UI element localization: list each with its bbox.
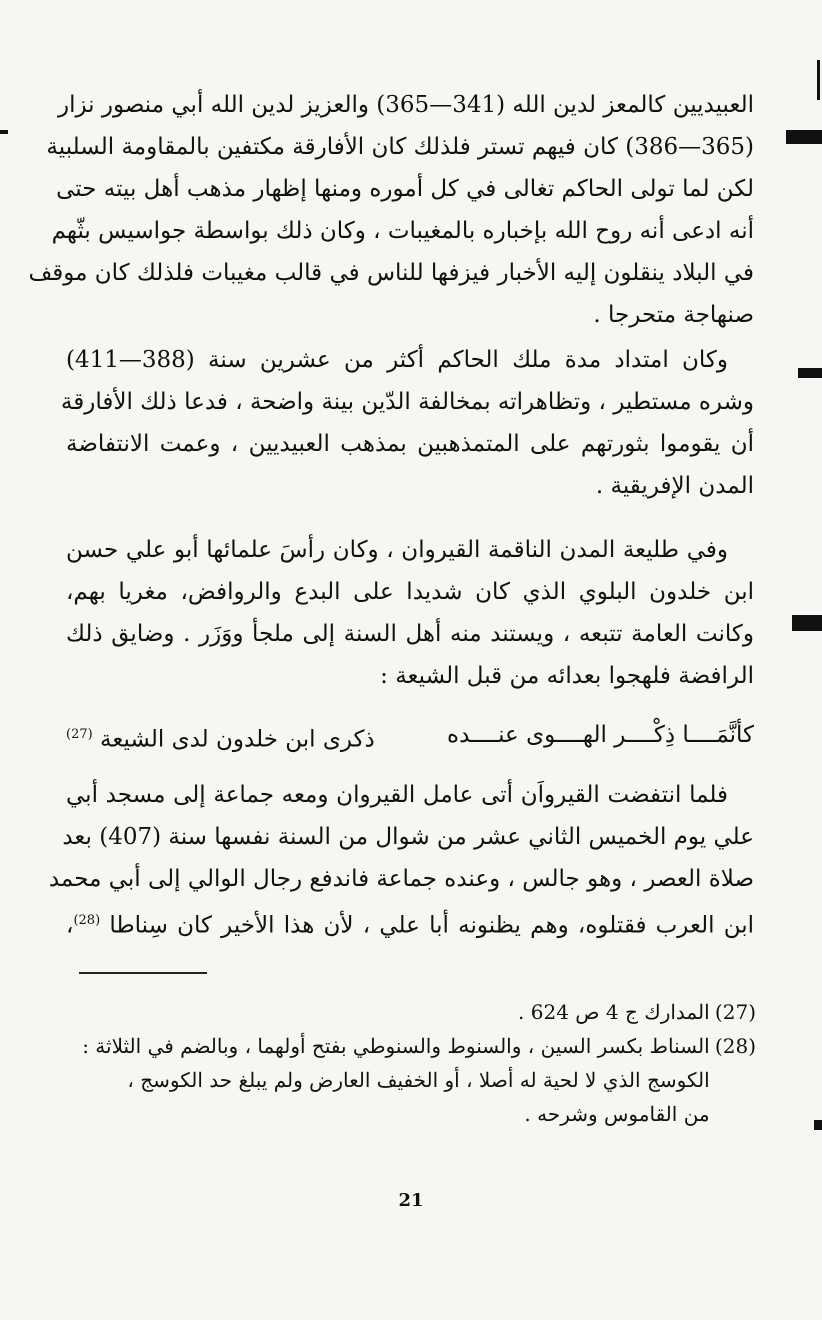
paragraph-2 [60, 339, 754, 507]
poetry-verse [66, 714, 754, 756]
text-line: في البلاد ينقلون إليه الأخبار فيزفها للناس في قالب مغيبات فلذلك كان موقف [28, 260, 754, 286]
text-line: ابن العرب فقتلوه، وهم يظنونه أبا علي ، لأن هذا الأخير كان سِناطا [109, 912, 755, 939]
text-line: فلما انتفضت القيرواَن أتى عامل القيروان ومعه جماعة إلى مسجد أبي [66, 782, 728, 808]
text-line: العبيديين كالمعز لدين الله (341—365) والعزيز لدين الله أبي منصور نزار [57, 92, 754, 118]
text-line: علي يوم الخميس الثاني عشر من شوال من السنة نفسها سنة (407) بعد [62, 824, 754, 850]
scan-mark [798, 368, 822, 378]
scan-mark [0, 130, 8, 134]
text-line: لكن لما تولى الحاكم تغالى في كل أموره ومنها إظهار مذهب أهل بيته حتى [56, 176, 754, 202]
verse-second-hemistich-wrap [66, 714, 375, 761]
text-line: ابن خلدون البلوي الذي كان شديدا على البدع والروافض، مغريا بهم، [66, 579, 754, 605]
footnote-28 [58, 1029, 756, 1131]
text-line: صنهاجة متحرجا . [593, 302, 754, 328]
footnote-27 [58, 995, 756, 1029]
footnote-line [58, 1097, 756, 1131]
verse-first-hemistich: كأنَّمَــــا ذِكْــــر الهــــوى عنــــده [447, 722, 754, 748]
verse-second-hemistich: ذكرى ابن خلدون لدى الشيعة [100, 726, 375, 753]
text-line: (365—386) كان فيهم تستر فلذلك كان الأفارقة مكتفين بالمقاومة السلبية [46, 134, 754, 160]
footnote-line [58, 995, 756, 1029]
text-line: صلاة العصر ، وهو جالس ، وعنده جماعة فاندفع رجال الوالي إلى أبي محمد [48, 866, 754, 892]
footnote-separator [79, 972, 207, 974]
text-line: وشره مستطير ، وتظاهراته بمخالفة الدّين بينة واضحة ، فدعا ذلك الأفارقة [60, 389, 754, 415]
footnote-text: الكوسج الذي لا لحية له أصلا ، أو الخفيف العارض ولم يبلغ حد الكوسج ، [127, 1068, 710, 1092]
paragraph-4 [48, 774, 755, 942]
text-line: وفي طليعة المدن الناقمة القيروان ، وكان رأسَ علمائها أبو علي حسن [66, 537, 728, 563]
text-line: وكانت العامة تتبعه ، ويستند منه أهل السنة إلى ملجأ ووَزَر . وضايق ذلك [66, 621, 754, 647]
text-line: أن يقوموا بثورتهم على المتمذهبين بمذهب العبيديين ، وعمت الانتفاضة [66, 431, 754, 457]
footnote-text: المدارك ج 4 ص 624 . [518, 1000, 710, 1024]
page-number: 21 [398, 1190, 424, 1211]
footnote-text: السناط بكسر السين ، والسنوط والسنوطي بفتح أولهما ، وبالضم في الثلاثة : [82, 1034, 710, 1058]
paragraph-1 [28, 84, 754, 336]
scan-mark [786, 130, 822, 144]
scan-mark [814, 1120, 822, 1130]
scan-mark [817, 60, 820, 100]
footnote-line [58, 1063, 756, 1097]
paragraph-3 [66, 529, 754, 697]
footnote-reference-28[interactable]: (28) [73, 913, 101, 928]
text-line: وكان امتداد مدة ملك الحاكم أكثر من عشرين سنة (388—411) [66, 347, 728, 373]
text-line-wrap: ابن العرب فقتلوه، وهم يظنونه أبا علي ، لأن هذا الأخير كان سِناطا $^{(28)}$، [66, 912, 755, 939]
scan-mark [792, 615, 822, 631]
footnote-number: (27) [714, 1000, 756, 1024]
text-line: الرافضة فلهجوا بعدائه من قبل الشيعة : [380, 663, 754, 689]
footnote-number: (28) [714, 1034, 756, 1058]
footnote-line [58, 1029, 756, 1063]
footnote-text: من القاموس وشرحه . [524, 1102, 710, 1126]
text-line: المدن الإفريقية . [595, 473, 754, 499]
footnote-reference-27[interactable]: (27) [66, 727, 93, 742]
text-line: أنه ادعى أنه روح الله بإخباره بالمغيبات ، وكان ذلك بواسطة جواسيس بثّهم [51, 218, 754, 244]
